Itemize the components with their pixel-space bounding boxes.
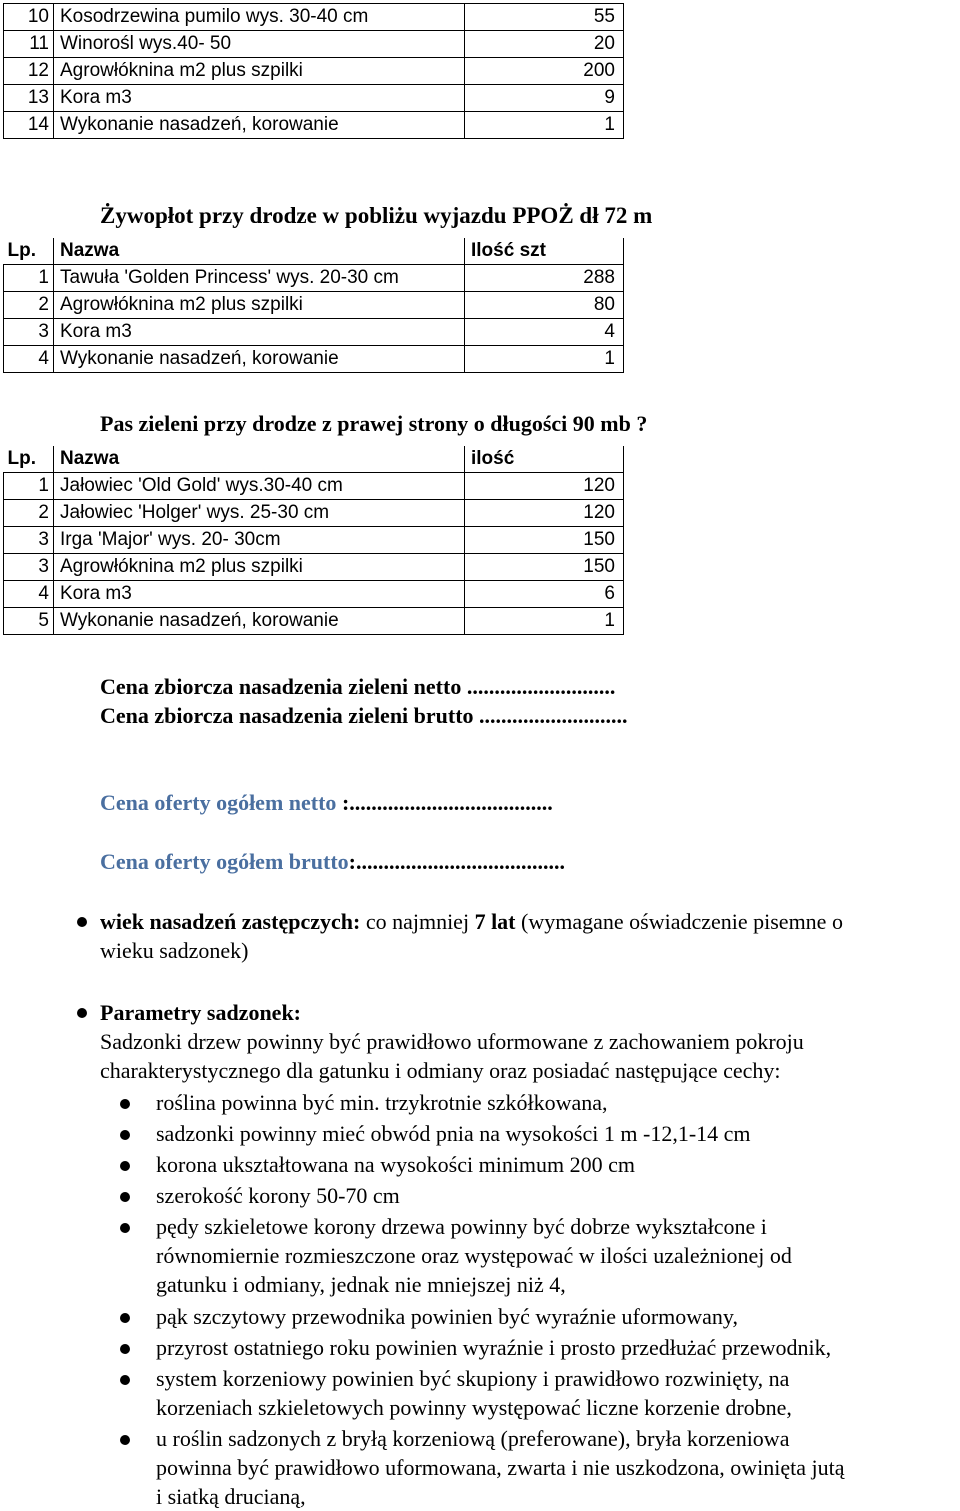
- param-list-item: [156, 1424, 956, 1511]
- table-row: [4, 4, 624, 31]
- row-lp: 11: [4, 31, 54, 58]
- row-qty: 120: [465, 473, 624, 500]
- param-item-line: i siatką drucianą,: [156, 1484, 306, 1509]
- row-lp: 14: [4, 112, 54, 139]
- table-row: [4, 31, 624, 58]
- param-item-line: równomiernie rozmieszczone oraz występować w ilości uzależnionej od: [156, 1243, 792, 1268]
- bullet-icon: [120, 1223, 130, 1233]
- bullet-icon: [120, 1435, 130, 1445]
- row-qty: 288: [465, 265, 624, 292]
- row-qty: 150: [465, 527, 624, 554]
- table-row: [4, 292, 624, 319]
- age-years: 7 lat: [474, 909, 516, 934]
- row-qty: 120: [465, 500, 624, 527]
- age-label: wiek nasadzeń zastępczych:: [100, 909, 361, 934]
- row-lp: 3: [4, 319, 54, 346]
- offer-brutto-line: [100, 849, 565, 875]
- row-qty: 4: [465, 319, 624, 346]
- bullet-icon: [120, 1313, 130, 1323]
- header-lp: Lp.: [4, 238, 54, 265]
- row-qty: 1: [465, 112, 624, 139]
- table-row: [4, 581, 624, 608]
- bullet-icon: [120, 1344, 130, 1354]
- bullet-icon: [77, 917, 87, 927]
- table-row: [4, 608, 624, 635]
- row-name: Agrowłóknina m2 plus szpilki: [54, 58, 465, 85]
- table-row: [4, 85, 624, 112]
- table-header-row: [4, 446, 624, 473]
- row-name: Kosodrzewina pumilo wys. 30-40 cm: [54, 4, 465, 31]
- planting-table-1: [3, 3, 624, 139]
- row-name: Kora m3: [54, 581, 465, 608]
- bullet-icon: [120, 1130, 130, 1140]
- row-name: Kora m3: [54, 85, 465, 112]
- table-row: [4, 58, 624, 85]
- planting-table-hedge: [3, 238, 624, 373]
- age-text-1: co najmniej: [360, 909, 475, 934]
- row-qty: 6: [465, 581, 624, 608]
- row-lp: 5: [4, 608, 54, 635]
- param-item-line: gatunku i odmiany, jednak nie mniejszej niż 4,: [156, 1272, 566, 1297]
- row-lp: 12: [4, 58, 54, 85]
- row-lp: 4: [4, 581, 54, 608]
- planting-table-green-strip: [3, 446, 624, 635]
- table-row: [4, 500, 624, 527]
- row-name: Kora m3: [54, 319, 465, 346]
- row-qty: 1: [465, 608, 624, 635]
- param-item-line: przyrost ostatniego roku powinien wyraźnie i prosto przedłużać przewodnik,: [156, 1335, 832, 1360]
- table-header-row: [4, 238, 624, 265]
- row-qty: 80: [465, 292, 624, 319]
- offer-brutto-label: Cena oferty ogółem brutto: [100, 849, 349, 874]
- row-name: Agrowłóknina m2 plus szpilki: [54, 292, 465, 319]
- row-lp: 4: [4, 346, 54, 373]
- param-list-item: [156, 1333, 956, 1362]
- header-name: Nazwa: [54, 446, 465, 473]
- row-qty: 200: [465, 58, 624, 85]
- bullet-icon: [120, 1375, 130, 1385]
- total-brutto-line: Cena zbiorcza nasadzenia zieleni brutto ...........................: [100, 703, 628, 728]
- param-list-item: [156, 1088, 956, 1117]
- params-block: [100, 998, 960, 1085]
- row-lp: 3: [4, 554, 54, 581]
- row-lp: 1: [4, 473, 54, 500]
- param-item-line: korona ukształtowana na wysokości minimum 200 cm: [156, 1152, 636, 1177]
- bullet-icon: [120, 1099, 130, 1109]
- table-row: [4, 473, 624, 500]
- param-list-item: [156, 1212, 956, 1299]
- row-qty: 9: [465, 85, 624, 112]
- header-qty: ilość: [465, 446, 624, 473]
- row-lp: 1: [4, 265, 54, 292]
- param-item-line: u roślin sadzonych z bryłą korzeniową (preferowane), bryła korzeniowa: [156, 1426, 790, 1451]
- row-name: Wykonanie nasadzeń, korowanie: [54, 112, 465, 139]
- params-label: Parametry sadzonek:: [100, 1000, 302, 1025]
- offer-netto-line: [100, 790, 553, 816]
- row-qty: 20: [465, 31, 624, 58]
- row-lp: 2: [4, 292, 54, 319]
- row-name: Wykonanie nasadzeń, korowanie: [54, 608, 465, 635]
- table-row: [4, 265, 624, 292]
- param-list-item: [156, 1119, 956, 1148]
- header-lp: Lp.: [4, 446, 54, 473]
- row-name: Jałowiec 'Holger' wys. 25-30 cm: [54, 500, 465, 527]
- row-qty: 150: [465, 554, 624, 581]
- row-name: Irga 'Major' wys. 20- 30cm: [54, 527, 465, 554]
- bullet-icon: [120, 1192, 130, 1202]
- row-lp: 2: [4, 500, 54, 527]
- row-lp: 3: [4, 527, 54, 554]
- params-intro-2: charakterystycznego dla gatunku i odmiany oraz posiadać następujące cechy:: [100, 1058, 781, 1083]
- row-name: Tawuła 'Golden Princess' wys. 20-30 cm: [54, 265, 465, 292]
- row-qty: 55: [465, 4, 624, 31]
- param-item-line: sadzonki powinny mieć obwód pnia na wysokości 1 m -12,1-14 cm: [156, 1121, 751, 1146]
- row-qty: 1: [465, 346, 624, 373]
- row-lp: 13: [4, 85, 54, 112]
- row-name: Wykonanie nasadzeń, korowanie: [54, 346, 465, 373]
- offer-netto-label: Cena oferty ogółem netto: [100, 790, 337, 815]
- total-netto-line: Cena zbiorcza nasadzenia zieleni netto ...........................: [100, 674, 616, 699]
- age-text-2: (wymagane oświadczenie pisemne o: [515, 909, 843, 934]
- header-qty: Ilość szt: [465, 238, 624, 265]
- param-item-line: system korzeniowy powinien być skupiony i prawidłowo rozwinięty, na: [156, 1366, 790, 1391]
- param-list-item: [156, 1181, 956, 1210]
- age-line-2: wieku sadzonek): [100, 938, 249, 963]
- params-intro-1: Sadzonki drzew powinny być prawidłowo uformowane z zachowaniem pokroju: [100, 1029, 804, 1054]
- param-item-line: pąk szczytowy przewodnika powinien być wyraźnie uformowany,: [156, 1304, 738, 1329]
- section-title-green-strip: Pas zieleni przy drodze z prawej strony o długości 90 mb ?: [100, 411, 648, 436]
- age-line-1: [100, 907, 960, 936]
- table-row: [4, 554, 624, 581]
- row-name: Winorośl wys.40- 50: [54, 31, 465, 58]
- table-row: [4, 319, 624, 346]
- offer-netto-dots: :.....................................: [336, 790, 553, 815]
- age-requirement: [100, 907, 960, 965]
- row-lp: 10: [4, 4, 54, 31]
- header-name: Nazwa: [54, 238, 465, 265]
- row-name: Agrowłóknina m2 plus szpilki: [54, 554, 465, 581]
- table-row: [4, 527, 624, 554]
- param-item-line: szerokość korony 50-70 cm: [156, 1183, 400, 1208]
- param-list-item: [156, 1150, 956, 1179]
- bullet-icon: [77, 1008, 87, 1018]
- offer-brutto-dots: :......................................: [348, 849, 565, 874]
- row-name: Jałowiec 'Old Gold' wys.30-40 cm: [54, 473, 465, 500]
- param-item-line: powinna być prawidłowo uformowana, zwarta i nie uszkodzona, owinięta jutą: [156, 1455, 845, 1480]
- bullet-icon: [120, 1161, 130, 1171]
- param-list-item: [156, 1302, 956, 1331]
- table-row: [4, 112, 624, 139]
- section-title-hedge: Żywopłot przy drodze w pobliżu wyjazdu PPOŻ dł 72 m: [100, 203, 653, 228]
- table-row: [4, 346, 624, 373]
- param-item-line: pędy szkieletowe korony drzewa powinny być dobrze wykształcone i: [156, 1214, 767, 1239]
- param-list-item: [156, 1364, 956, 1422]
- param-item-line: korzeniach szkieletowych powinny występować liczne korzenie drobne,: [156, 1395, 792, 1420]
- param-item-line: roślina powinna być min. trzykrotnie szkółkowana,: [156, 1090, 608, 1115]
